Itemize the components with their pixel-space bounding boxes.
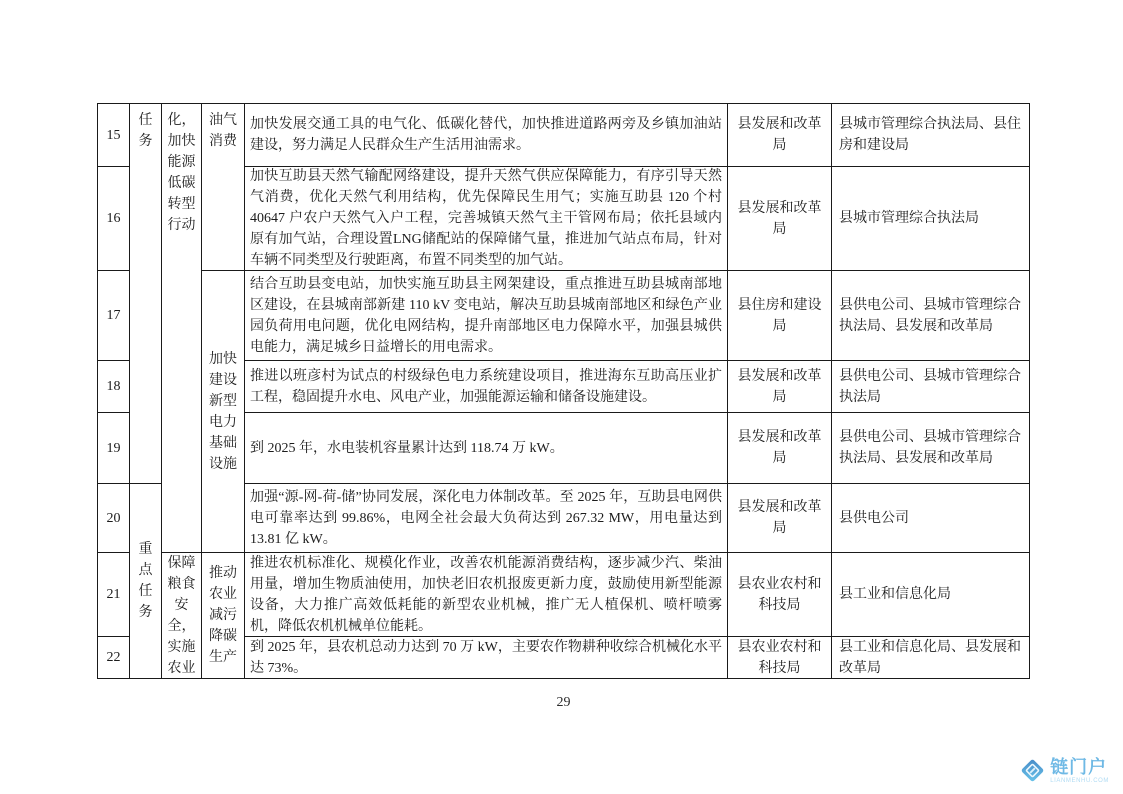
measure-cell-agri-machinery — [202, 553, 245, 679]
lead-department: 县发展和改革局 — [728, 484, 832, 553]
row-number: 18 — [98, 361, 130, 413]
task-description: 加强“源-网-荷-储”协同发展，深化电力体制改革。至 2025 年，互助县电网供电可靠率达到 99.86%，电网全社会最大负荷达到 267.32 MW，用电量达到 13.81 亿 kW。 — [245, 484, 728, 553]
lead-department: 县发展和改革局 — [728, 413, 832, 484]
task-description: 到 2025 年，县农机总动力达到 70 万 kW，主要农作物耕种收综合机械化水平达 73%。 — [245, 637, 728, 679]
lianmenhu-logo — [1019, 757, 1109, 784]
supporting-departments: 县供电公司、县城市管理综合执法局、县发展和改革局 — [832, 271, 1030, 361]
row-number: 17 — [98, 271, 130, 361]
task-description: 到 2025 年，水电装机容量累计达到 118.74 万 kW。 — [245, 413, 728, 484]
planning-table — [97, 103, 1030, 679]
row-number: 20 — [98, 484, 130, 553]
category-label: 任务 — [138, 113, 153, 149]
supporting-departments: 县城市管理综合执法局、县住房和建设局 — [832, 104, 1030, 167]
lead-department: 县住房和建设局 — [728, 271, 832, 361]
supporting-departments: 县工业和信息化局 — [832, 553, 1030, 637]
task-description: 推进以班彦村为试点的村级绿色电力系统建设项目，推进海东互助高压业扩工程，稳固提升水电、风电产业，加强能源运输和储备设施建设。 — [245, 361, 728, 413]
supporting-departments: 县工业和信息化局、县发展和改革局 — [832, 637, 1030, 679]
lead-department: 县发展和改革局 — [728, 104, 832, 167]
row-number: 16 — [98, 167, 130, 271]
task-description: 结合互助县变电站，加快实施互助县主网架建设，重点推进互助县城南部地区建设，在县城南部新建 110 kV 变电站，解决互助县城南部地区和绿色产业园负荷用电问题，优化电网结构，提升南部地区电力保障水平，加强县城供电能力，满足城乡日益增长的用电需求。 — [245, 271, 728, 361]
category-cell-key-tasks — [130, 484, 162, 679]
lead-department: 县农业农村和科技局 — [728, 637, 832, 679]
lead-department: 县农业农村和科技局 — [728, 553, 832, 637]
row-number: 22 — [98, 637, 130, 679]
category-label: 重点任务 — [138, 542, 153, 620]
supporting-departments: 县城市管理综合执法局 — [832, 167, 1030, 271]
action-label: 化，加快能源低碳转型行动 — [167, 113, 196, 233]
measure-cell-oil-gas — [202, 104, 245, 271]
measure-cell-power-infra — [202, 271, 245, 553]
task-description: 推进农机标准化、规模化作业，改善农机能源消费结构，逐步减少汽、柴油用量，增加生物质油使用，加快老旧农机报废更新力度，鼓励使用新型能源设备，大力推广高效低耗能的新型农业机械，推广无人植保机、喷杆喷雾机，降低农机机械单位能耗。 — [245, 553, 728, 637]
logo-name: 链门户 — [1050, 756, 1108, 777]
row-number: 19 — [98, 413, 130, 484]
row-number: 15 — [98, 104, 130, 167]
measure-label: 推动农业减污降碳生产 — [209, 566, 237, 665]
supporting-departments: 县供电公司 — [832, 484, 1030, 553]
lead-department: 县发展和改革局 — [728, 361, 832, 413]
page-number: 29 — [556, 695, 571, 710]
action-cell-grain-security — [162, 553, 202, 679]
supporting-departments: 县供电公司、县城市管理综合执法局、县发展和改革局 — [832, 413, 1030, 484]
category-cell-tasks — [130, 104, 162, 484]
diamond-logo-icon — [1019, 757, 1046, 784]
measure-label: 油气消费 — [209, 113, 237, 149]
row-number: 21 — [98, 553, 130, 637]
action-label: 保障粮食安全，实施农业 — [167, 555, 196, 676]
task-description: 加快发展交通工具的电气化、低碳化替代，加快推进道路两旁及乡镇加油站建设，努力满足人民群众生产生活用油需求。 — [245, 104, 728, 167]
logo-domain: LIANMENHU.COM — [1050, 777, 1109, 784]
task-description: 加快互助县天然气输配网络建设，提升天然气供应保障能力，有序引导天然气消费，优化天然气利用结构，优先保障民生用气；实施互助县 120 个村 40647 户农户天然气入户工程，完善城镇天然气主干管网布局；依托县域内原有加气站，合理设置LNG储配站的保障储气量，推进加气站点布局，针对车辆不同类型及行驶距离，布置不同类型的加气站。 — [245, 167, 728, 271]
supporting-departments: 县供电公司、县城市管理综合执法局 — [832, 361, 1030, 413]
measure-label: 加快建设新型电力基础设施 — [209, 351, 237, 472]
lead-department: 县发展和改革局 — [728, 167, 832, 271]
action-cell-energy-transition — [162, 104, 202, 553]
